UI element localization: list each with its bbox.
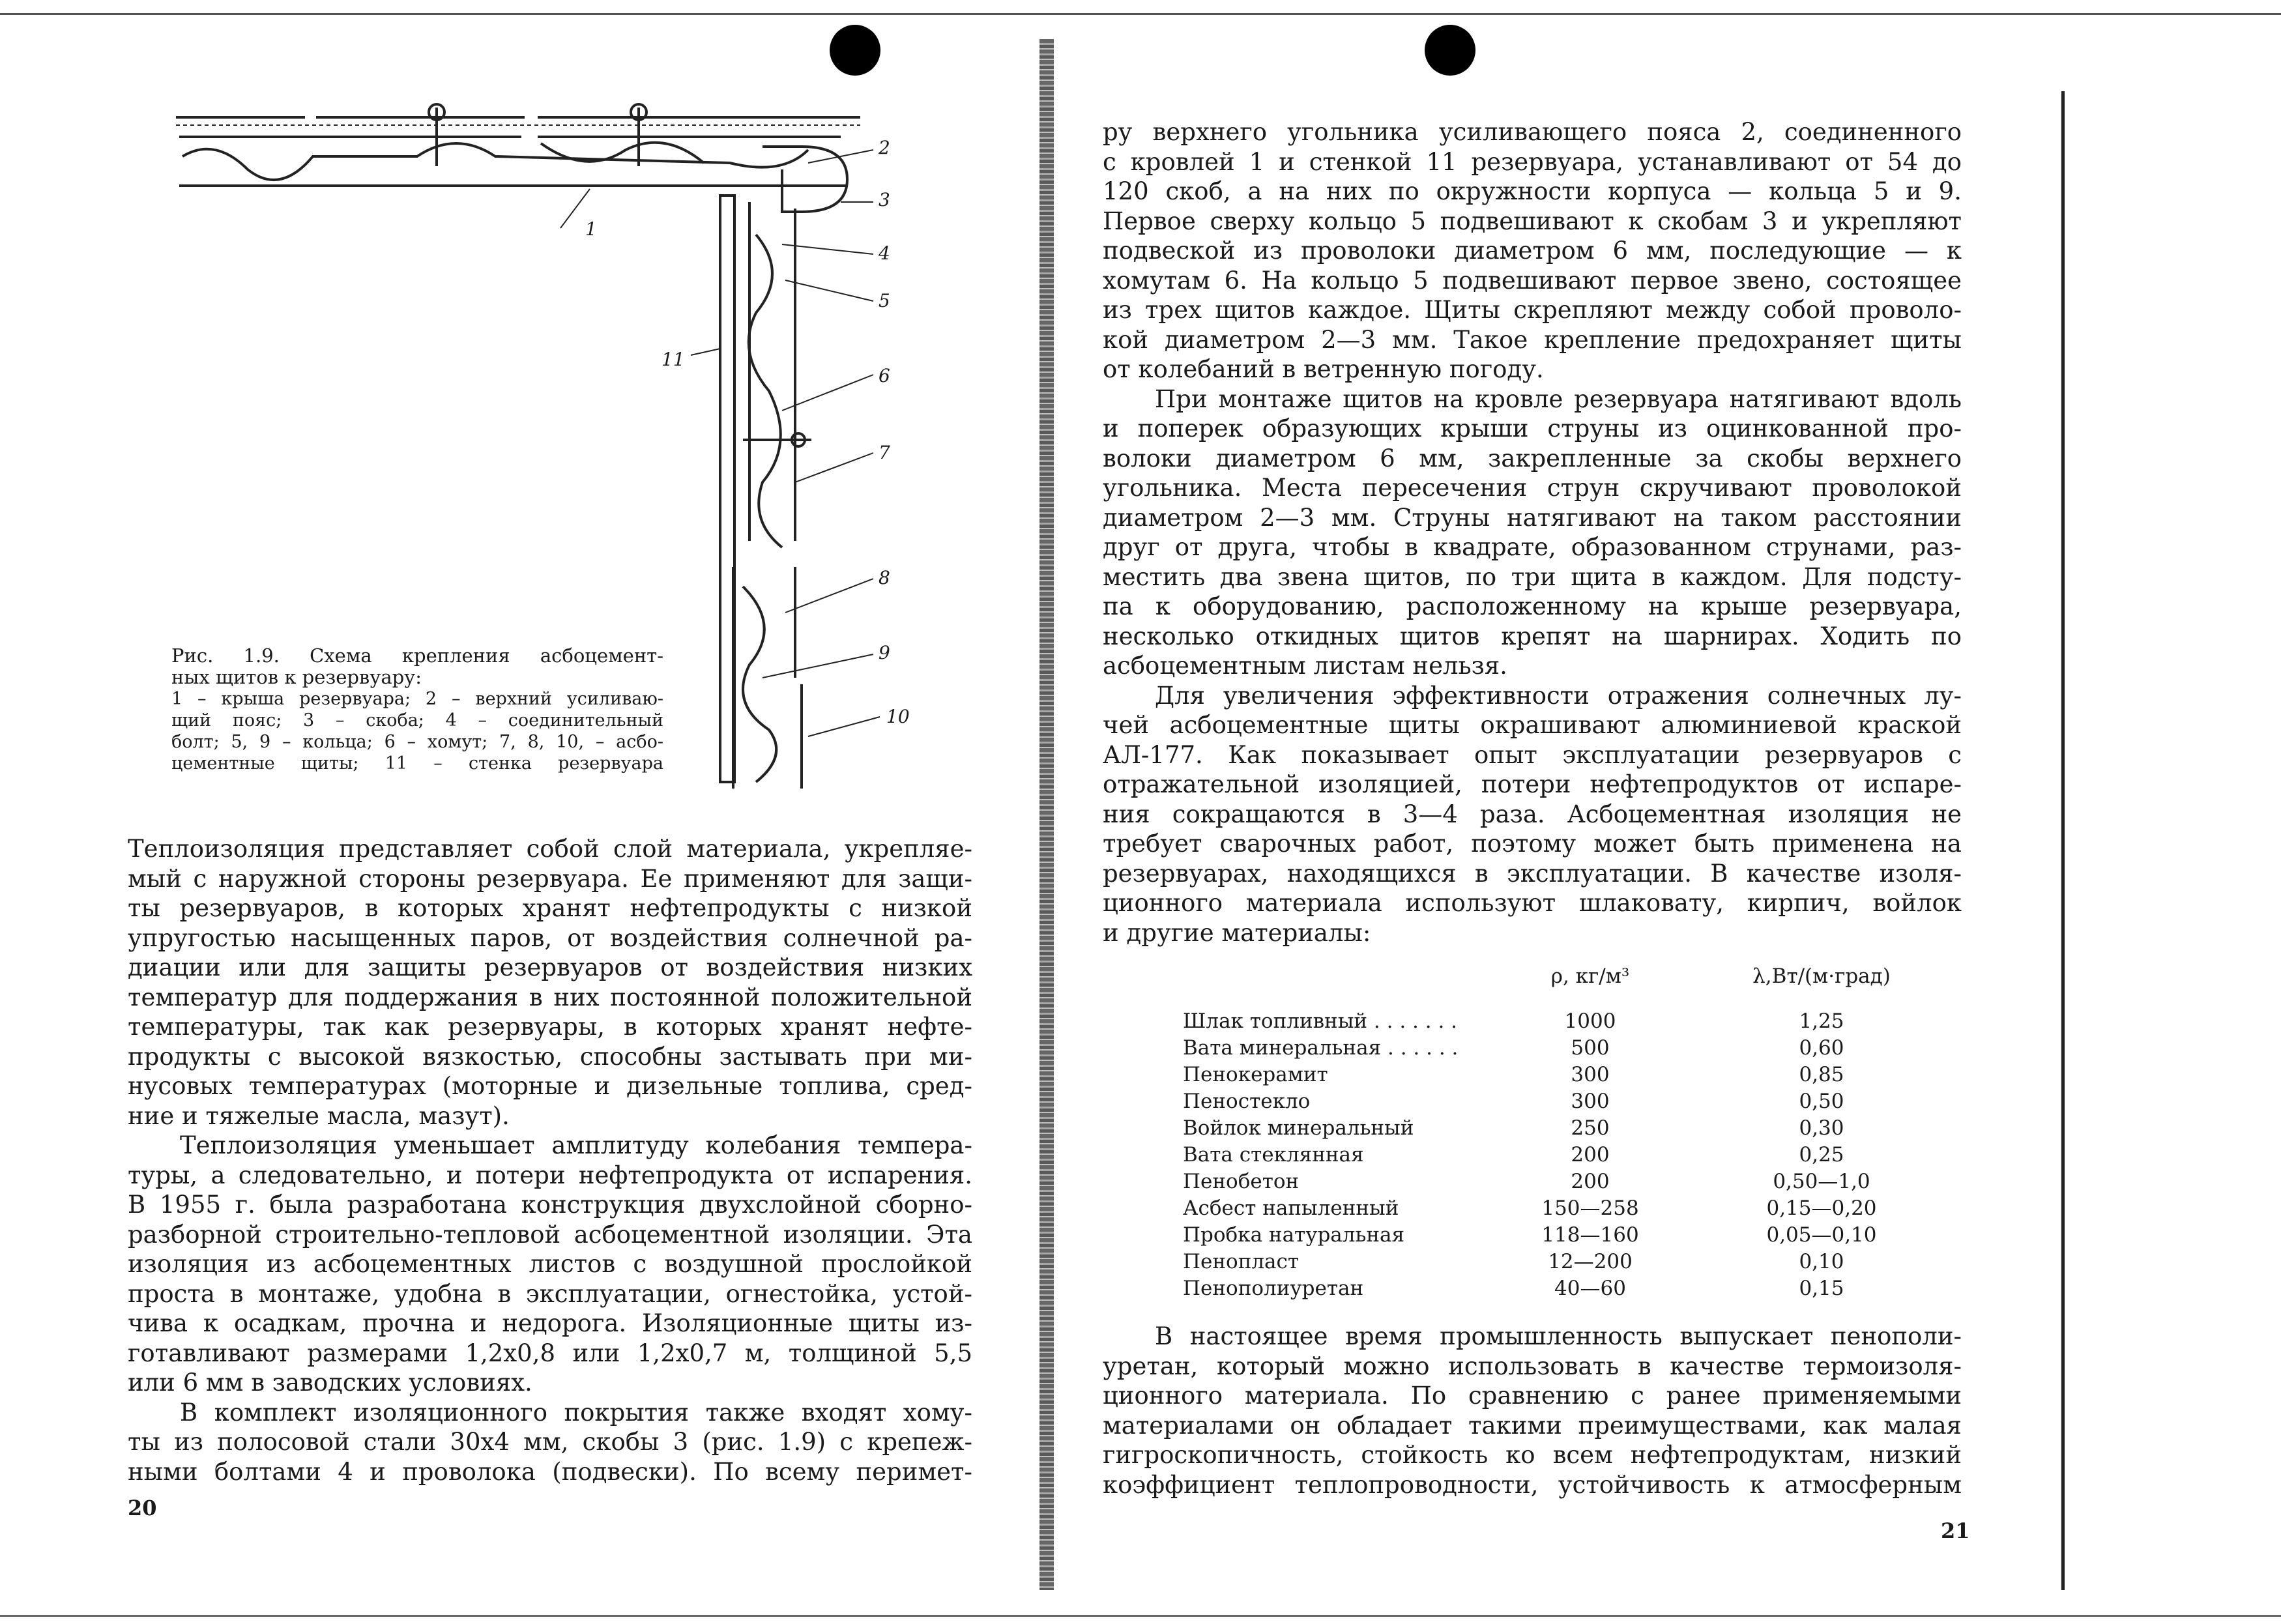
- text-line: упругостью насыщенных паров, от воздействия солнечной ра-: [128, 923, 972, 952]
- table-cell: Войлок минеральный: [1183, 1116, 1414, 1140]
- table-cell: 1,25: [1799, 1009, 1844, 1033]
- punch-hole-right: [1425, 25, 1475, 76]
- table-row: [1183, 1275, 1971, 1301]
- table-cell: 300: [1571, 1062, 1610, 1086]
- table-cell: 200: [1571, 1169, 1610, 1193]
- table-cell: 40—60: [1554, 1276, 1626, 1300]
- text-line: требует сварочных работ, поэтому может быть применена на: [1103, 830, 1962, 858]
- figure-label: 7: [879, 442, 890, 463]
- table-row: [1183, 1061, 1971, 1088]
- text-line: диаметром 2—3 мм. Струны натягивают на таком расстоянии: [1103, 503, 1962, 532]
- text-line: ными болтами 4 и проволока (подвески). По всему перимет-: [128, 1457, 972, 1486]
- table-cell: 0,15: [1799, 1276, 1844, 1300]
- text-line: Теплоизоляция уменьшает амплитуду колебания темпера-: [180, 1131, 972, 1159]
- right-page-after-table: [1103, 1322, 1962, 1500]
- column-header: ρ, кг/м³: [1550, 964, 1630, 988]
- caption-line: ных щитов к резервуару:: [171, 667, 422, 688]
- text-line: и поперек образующих крыши струны из оцинкованной про-: [1103, 414, 1962, 442]
- text-line: ционного материала. По сравнению с ранее применяемыми: [1103, 1382, 1962, 1410]
- figure-label: 6: [879, 365, 890, 386]
- text-line: При монтаже щитов на кровле резервуара натягивают вдоль: [1155, 384, 1962, 413]
- text-line: чей асбоцементные щиты окрашивают алюминиевой краской: [1103, 711, 1962, 739]
- text-line: изоляция из асбоцементных листов с воздушной прослойкой: [128, 1250, 972, 1278]
- table-cell: Вата минеральная . . . . . .: [1183, 1036, 1459, 1060]
- page-number-right: 21: [1941, 1518, 1970, 1543]
- table-cell: Шлак топливный . . . . . . .: [1183, 1009, 1458, 1033]
- text-line: нусовых температурах (моторные и дизельные топлива, сред-: [128, 1072, 972, 1100]
- caption-title: Рис. 1.9. Схема крепления асбоцемент-: [171, 645, 663, 667]
- text-line: готавливают размерами 1,2х0,8 или 1,2х0,7 м, толщиной 5,5: [128, 1339, 972, 1367]
- text-line: чива к осадкам, прочна и недорога. Изоляционные щиты из-: [128, 1309, 972, 1337]
- text-line: В комплект изоляционного покрытия также входят хому-: [180, 1398, 972, 1427]
- text-line: ционного материала используют шлаковату, кирпич, войлок: [1103, 889, 1962, 917]
- column-header: [1183, 964, 1509, 1008]
- table-cell: Пенобетон: [1183, 1169, 1300, 1193]
- text-line: Теплоизоляция представляет собой слой материала, укрепляе-: [128, 835, 972, 863]
- text-line: с кровлей 1 и стенкой 11 резервуара, устанавливают от 54 до: [1103, 147, 1962, 176]
- table-row: [1183, 1195, 1971, 1221]
- figure-label: 3: [879, 189, 890, 210]
- table-cell: 250: [1571, 1116, 1610, 1140]
- text-line: разборной строительно-тепловой асбоцементной изоляции. Эта: [128, 1220, 972, 1249]
- table-row: [1183, 1114, 1971, 1141]
- text-line: резервуарах, находящихся в эксплуатации. В качестве изоля-: [1103, 859, 1962, 888]
- table-row: [1183, 1088, 1971, 1114]
- table-cell: Асбест напыленный: [1183, 1196, 1399, 1220]
- text-line: диации или для защиты резервуаров от воздействия низких: [128, 953, 972, 981]
- table-cell: 300: [1571, 1089, 1610, 1113]
- text-line: ние и тяжелые масла, мазут).: [128, 1101, 510, 1130]
- text-line: В 1955 г. была разработана конструкция двухслойной сборно-: [128, 1191, 972, 1219]
- table-header-row: [1183, 964, 1971, 1008]
- table-cell: 500: [1571, 1036, 1610, 1060]
- page-edge-line: [2061, 91, 2065, 1590]
- text-line: местить два звена щитов, по три щита в каждом. Для подсту-: [1103, 562, 1962, 591]
- text-line: мый с наружной стороны резервуара. Ее применяют для защи-: [128, 864, 972, 893]
- figure-label: 2: [879, 137, 890, 158]
- text-line: Первое сверху кольцо 5 подвешивают к скобам 3 и укрепляют: [1103, 207, 1962, 235]
- left-page-body: [128, 834, 972, 1486]
- book-spine-shadow: [1039, 39, 1054, 1590]
- text-line: уретан, который можно использовать в качестве термоизоля-: [1103, 1352, 1962, 1380]
- roof-panels: [176, 104, 860, 186]
- text-line: туры, а следовательно, и потери нефтепродукта от испарения.: [128, 1161, 972, 1189]
- text-line: ру верхнего угольника усиливающего пояса 2, соединенного: [1103, 118, 1962, 146]
- table-cell: Пенокерамит: [1183, 1062, 1328, 1086]
- text-line: друг от друга, чтобы в квадрате, образованном струнами, раз-: [1103, 533, 1962, 561]
- figure-label: 11: [661, 349, 685, 370]
- table-cell: 0,50—1,0: [1773, 1169, 1870, 1193]
- text-line: хомутам 6. На кольцо 5 подвешивают первое звено, состоящее: [1103, 266, 1962, 295]
- text-line: па к оборудованию, расположенному на крыше резервуара,: [1103, 592, 1962, 620]
- table-cell: 0,30: [1799, 1116, 1844, 1140]
- table-cell: 150—258: [1541, 1196, 1639, 1220]
- page-number-left: 20: [128, 1496, 157, 1520]
- scan-border-bottom: [0, 1615, 2281, 1617]
- text-line: ты резервуаров, в которых хранят нефтепродукты с низкой: [128, 894, 972, 922]
- table-cell: 0,60: [1799, 1036, 1844, 1060]
- text-line: 120 скоб, а на них по окружности корпуса — кольца 5 и 9.: [1103, 177, 1962, 205]
- figure-label: 1: [585, 218, 597, 240]
- table-cell: 0,50: [1799, 1089, 1844, 1113]
- text-line: ты из полосовой стали 30х4 мм, скобы 3 (рис. 1.9) с крепеж-: [128, 1428, 972, 1456]
- table-row: [1183, 1221, 1971, 1248]
- table-cell: Пеностекло: [1183, 1089, 1311, 1113]
- figure-label: 8: [879, 567, 890, 588]
- table-row: [1183, 1168, 1971, 1195]
- text-line: и другие материалы:: [1103, 918, 1371, 947]
- table-cell: 0,85: [1799, 1062, 1844, 1086]
- text-line: или 6 мм в заводских условиях.: [128, 1369, 532, 1397]
- text-line: отражательной изоляцией, потери нефтепродуктов от испаре-: [1103, 770, 1962, 798]
- table-cell: 200: [1571, 1142, 1610, 1167]
- caption-line: 1 – крыша резервуара; 2 – верхний усиливаю-: [171, 689, 663, 709]
- text-line: температуры, так как резервуары, в которых хранят нефте-: [128, 1013, 972, 1041]
- figure-label: 9: [879, 642, 890, 663]
- materials-table: [1183, 964, 1971, 1301]
- table-cell: Пробка натуральная: [1183, 1223, 1405, 1247]
- text-line: В настоящее время промышленность выпускает пенополи-: [1155, 1322, 1962, 1350]
- table-row: [1183, 1141, 1971, 1168]
- text-line: асбоцементным листам нельзя.: [1103, 652, 1507, 680]
- text-line: коэффициент теплопроводности, устойчивость к атмосферным: [1103, 1470, 1962, 1499]
- table-cell: Пенополиуретан: [1183, 1276, 1364, 1300]
- table-cell: Пенопласт: [1183, 1249, 1300, 1273]
- figure-label: 10: [886, 706, 910, 727]
- text-line: гигроскопичность, стойкость ко всем нефтепродуктам, низкий: [1103, 1441, 1962, 1469]
- caption-line: цементные щиты; 11 – стенка резервуара: [171, 753, 663, 774]
- figure-label: 4: [879, 242, 890, 264]
- table-cell: 0,10: [1799, 1249, 1844, 1273]
- caption-line: щий пояс; 3 – скоба; 4 – соединительный: [171, 710, 663, 731]
- text-line: проста в монтаже, удобна в эксплуатации, огнестойка, устой-: [128, 1279, 972, 1308]
- text-line: АЛ-177. Как показывает опыт эксплуатации резервуаров с: [1103, 740, 1962, 769]
- text-line: кой диаметром 2—3 мм. Такое крепление предохраняет щиты: [1103, 325, 1962, 354]
- table-cell: 0,25: [1799, 1142, 1844, 1167]
- table-cell: 12—200: [1548, 1249, 1633, 1273]
- text-line: волоки диаметром 6 мм, закрепленные за скобы верхнего: [1103, 444, 1962, 472]
- table-cell: 0,15—0,20: [1766, 1196, 1877, 1220]
- text-line: из трех щитов каждое. Щиты скрепляют между собой проволо-: [1103, 296, 1962, 324]
- text-line: ния сокращаются в 3—4 раза. Асбоцементная изоляция не: [1103, 800, 1962, 828]
- table-cell: 0,05—0,10: [1766, 1223, 1877, 1247]
- table-row: [1183, 1034, 1971, 1061]
- wall-panels: [720, 196, 811, 789]
- text-line: подвеской из проволоки диаметром 6 мм, последующие — к: [1103, 237, 1962, 265]
- table-row: [1183, 1008, 1971, 1034]
- text-line: от колебаний в ветренную погоду.: [1103, 355, 1544, 383]
- table-cell: 1000: [1564, 1009, 1616, 1033]
- text-line: продукты с высокой вязкостью, способны застывать при ми-: [128, 1042, 972, 1071]
- text-line: угольника. Места пересечения струн скручивают проволокой: [1103, 474, 1962, 502]
- table-cell: 118—160: [1541, 1223, 1639, 1247]
- text-line: температур для поддержания в них постоянной положительной: [128, 983, 972, 1011]
- column-header: λ,Вт/(м·град): [1752, 964, 1891, 988]
- table-cell: Вата стеклянная: [1183, 1142, 1364, 1167]
- figure-label: 5: [879, 290, 890, 312]
- text-line: материалами он обладает такими преимуществами, как малая: [1103, 1411, 1962, 1440]
- caption-line: болт; 5, 9 – кольца; 6 – хомут; 7, 8, 10, – асбо-: [171, 732, 663, 752]
- right-page-body: [1103, 117, 1962, 948]
- text-line: Для увеличения эффективности отражения солнечных лу-: [1155, 681, 1962, 710]
- figure-caption: [171, 645, 663, 774]
- text-line: несколько откидных щитов крепят на шарнирах. Ходить по: [1103, 622, 1962, 650]
- table-row: [1183, 1248, 1971, 1275]
